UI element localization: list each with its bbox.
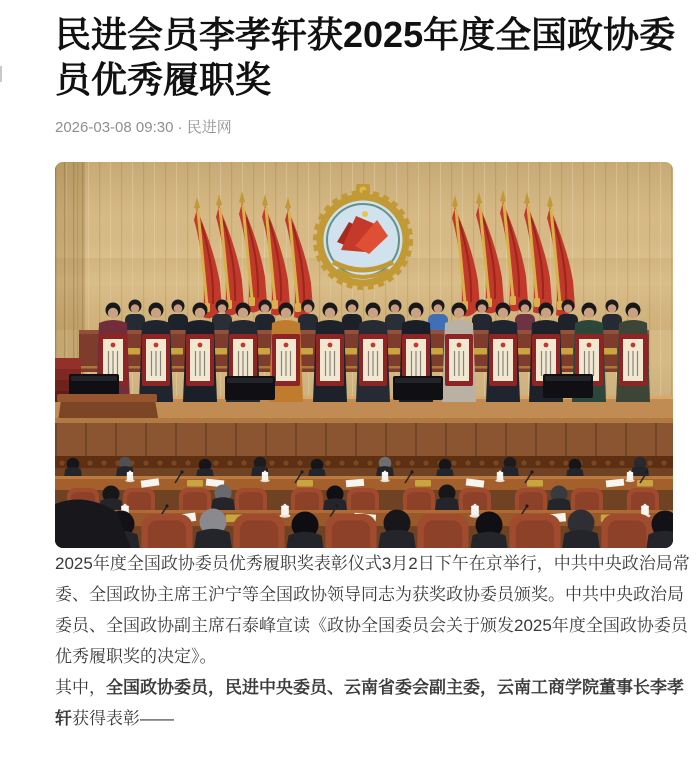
paragraph-1-line: 2025年度全国政协委员优秀履职奖表彰仪式3月2日下午在京举行，中共中央政治局常 bbox=[55, 554, 690, 573]
paragraph-2 bbox=[55, 672, 684, 734]
article-meta: 2026-03-08 09:30 · 民进网 bbox=[55, 119, 232, 136]
text-segment: 其中， bbox=[55, 678, 106, 697]
paragraph-1-line: 优秀履职奖的决定》。 bbox=[55, 647, 217, 666]
text-segment: 获得表彰—— bbox=[72, 709, 174, 728]
title-line-1: 民进会员李孝轩获2025年度全国政协委 bbox=[55, 14, 676, 55]
article-title bbox=[55, 0, 676, 102]
paragraph-2-line bbox=[55, 672, 684, 703]
paragraph-1-line: 委、全国政协主席王沪宁等全国政协领导同志为获奖政协委员颁奖。中共中央政治局 bbox=[55, 585, 684, 604]
paragraph-2-line bbox=[55, 703, 673, 734]
audience bbox=[55, 457, 673, 548]
paragraph-1-line: 委员、全国政协副主席石泰峰宣读《政协全国委员会关于颁发2025年度全国政协委员 bbox=[55, 616, 688, 635]
screen-edge-artifact bbox=[0, 66, 2, 82]
article-photo bbox=[55, 162, 673, 548]
award-ceremony-photo bbox=[55, 162, 673, 548]
bold-awardee-segment: 轩 bbox=[55, 709, 72, 728]
title-line-2: 员优秀履职奖 bbox=[55, 59, 272, 100]
paragraph-1 bbox=[55, 548, 690, 672]
bold-awardee-segment: 全国政协委员，民进中央委员、云南省委会副主委，云南工商学院董事长李孝 bbox=[106, 678, 684, 697]
